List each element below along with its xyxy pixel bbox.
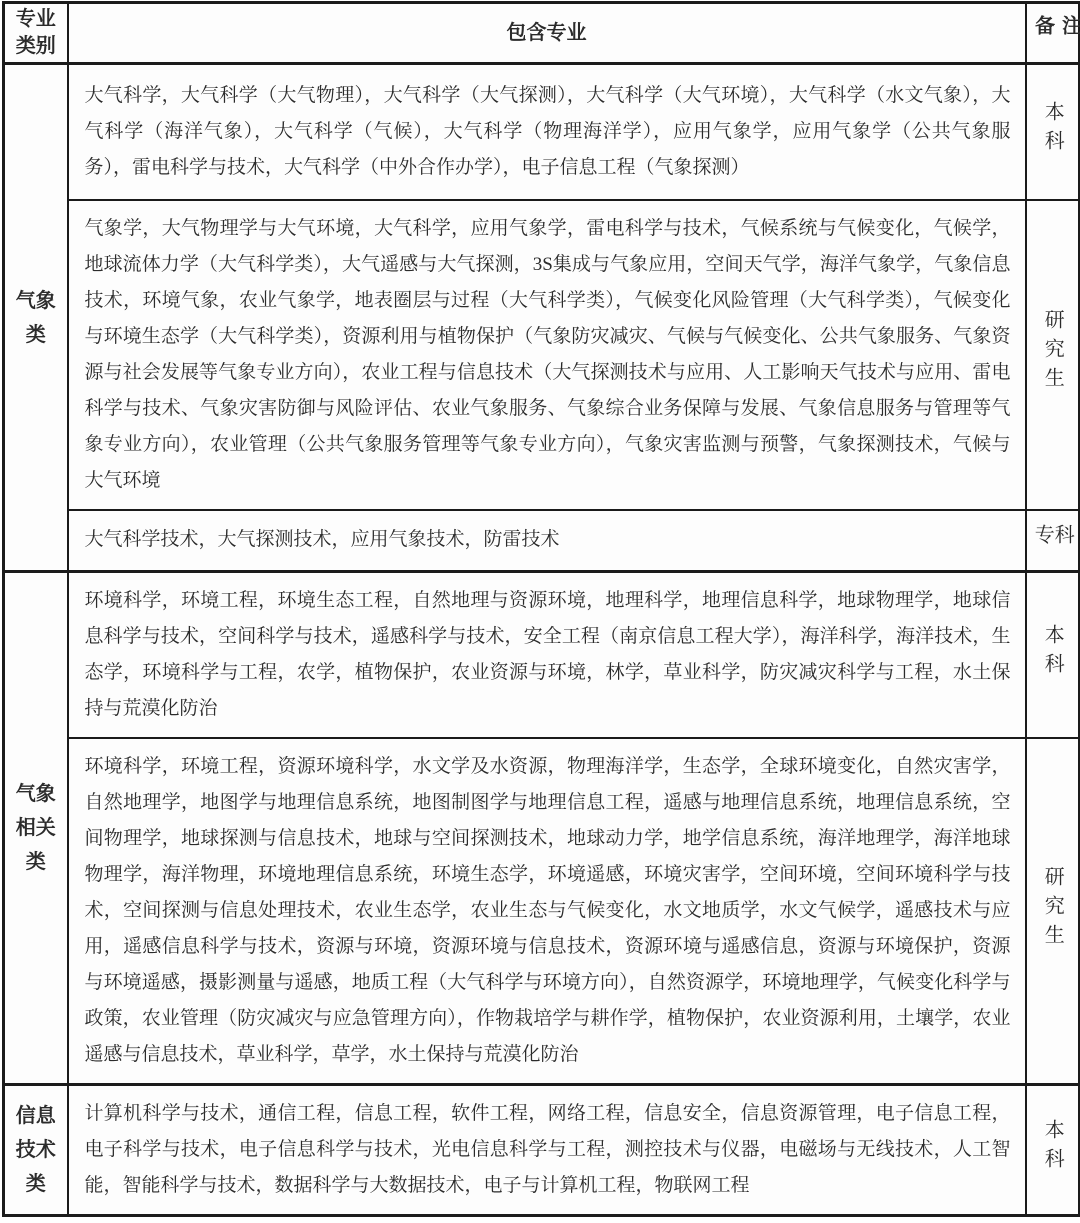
remark-label: 本科 (1042, 101, 1062, 159)
remark-label: 本科 (1042, 1119, 1062, 1177)
majors-cell: 气象学，大气物理学与大气环境，大气科学，应用气象学，雷电科学与技术，气候系统与气候变化，气候学，地球流体力学（大气科学类），大气遥感与大气探测，3S集成与气象应用，空间天气学，海洋气象学，气象信息技术，环境气象，农业气象学，地表圈层与过程（大气科学类），气候变化风险管理（大气科学类），气候变化与环境生态学（大气科学类），资源利用与植物保护（气象防灾减灾、气候与气候变化、公共气象服务、气象资源与社会发展等气象专业方向），农业工程与信息技术（大气探测技术与应用、人工影响天气技术与应用、雷电科学与技术、气象灾害防御与风险评估、农业气象服务、气象综合业务保障与发展、气象信息服务与管理等气象专业方向），农业管理（公共气象服务管理等气象专业方向），气象灾害监测与预警，气象探测技术，气候与大气环境 (68, 200, 1026, 510)
majors-cell: 大气科学技术，大气探测技术，应用气象技术，防雷技术 (68, 510, 1026, 572)
remark-cell (1026, 1085, 1080, 1216)
header-remark (1026, 3, 1080, 64)
header-category: 专业类别 (4, 3, 68, 64)
header-remark-label: 备注 (1029, 2, 1080, 56)
category-cell-information-technology: 信息技术类 (4, 1085, 68, 1216)
remark-cell (1026, 572, 1080, 739)
majors-cell: 环境科学，环境工程，环境生态工程，自然地理与资源环境，地理科学，地理信息科学，地球物理学，地球信息科学与技术，空间科学与技术，遥感科学与技术，安全工程（南京信息工程大学），海洋科学，海洋技术，生态学，环境科学与工程，农学，植物保护，农业资源与环境，林学，草业科学，防灾减灾科学与工程，水土保持与荒漠化防治 (68, 572, 1026, 739)
category-cell-meteorology: 气象类 (4, 64, 68, 572)
category-cell-meteorology-related: 气象相关类 (4, 572, 68, 1085)
remark-cell (1026, 200, 1080, 510)
remark-cell (1026, 738, 1080, 1085)
remark-label: 研究生 (1042, 866, 1062, 953)
table-header-row (4, 3, 1080, 64)
majors-table-document (2, 1, 1078, 1217)
remark-label: 研究生 (1042, 309, 1062, 396)
majors-cell: 环境科学，环境工程，资源环境科学，水文学及水资源，物理海洋学，生态学，全球环境变化，自然灾害学，自然地理学，地图学与地理信息系统，地图制图学与地理信息工程，遥感与地理信息系统，地理信息系统，空间物理学，地球探测与信息技术，地球与空间探测技术，地球动力学，地学信息系统，海洋地理学，海洋地球物理学，海洋物理，环境地理信息系统，环境生态学，环境遥感，环境灾害学，空间环境，空间环境科学与技术，空间探测与信息处理技术，农业生态学，农业生态与气候变化，水文地质学，水文气候学，遥感技术与应用，遥感信息科学与技术，资源与环境，资源环境与信息技术，资源环境与遥感信息，资源与环境保护，资源与环境遥感，摄影测量与遥感，地质工程（大气科学与环境方向），自然资源学，环境地理学，气候变化科学与政策，农业管理（防灾减灾与应急管理方向），作物栽培学与耕作学，植物保护，农业资源利用，土壤学，农业遥感与信息技术，草业科学，草学，水土保持与荒漠化防治 (68, 738, 1026, 1085)
remark-label: 本科 (1042, 624, 1062, 682)
table-row (4, 738, 1080, 1085)
remark-cell (1026, 510, 1080, 572)
table-row (4, 572, 1080, 739)
majors-table (2, 1, 1080, 1217)
header-majors: 包含专业 (68, 3, 1026, 64)
remark-cell (1026, 64, 1080, 200)
remark-label: 专科 (1032, 511, 1072, 567)
majors-cell: 大气科学，大气科学（大气物理），大气科学（大气探测），大气科学（大气环境），大气科学（水文气象），大气科学（海洋气象），大气科学（气候），大气科学（物理海洋学），应用气象学，应用气象学（公共气象服务），雷电科学与技术，大气科学（中外合作办学），电子信息工程（气象探测） (68, 64, 1026, 200)
table-row (4, 510, 1080, 572)
table-row (4, 1085, 1080, 1216)
majors-cell: 计算机科学与技术，通信工程，信息工程，软件工程，网络工程，信息安全，信息资源管理，电子信息工程，电子科学与技术，电子信息科学与技术，光电信息科学与工程，测控技术与仪器，电磁场与无线技术，人工智能，智能科学与技术，数据科学与大数据技术，电子与计算机工程，物联网工程 (68, 1085, 1026, 1216)
table-row (4, 64, 1080, 200)
table-row (4, 200, 1080, 510)
